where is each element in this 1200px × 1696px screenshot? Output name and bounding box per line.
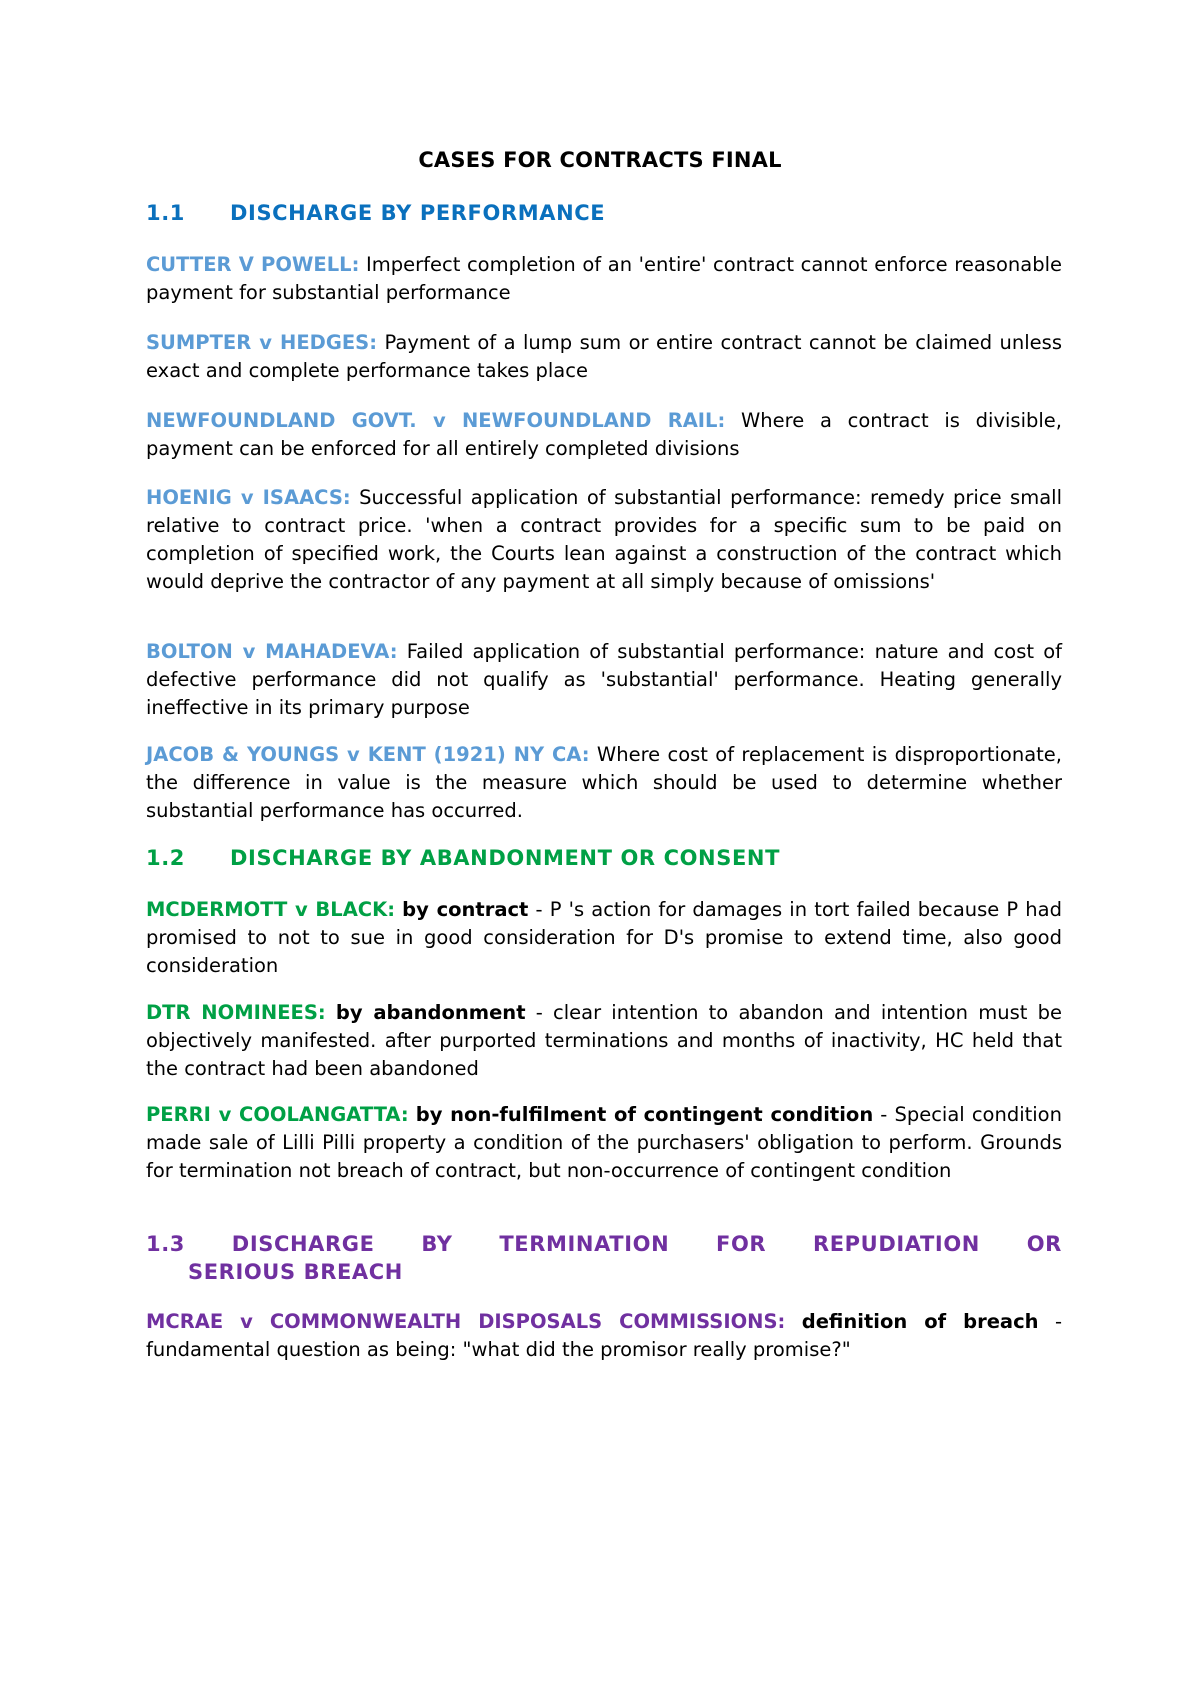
case-entry-mcdermott-v-black [146, 896, 1062, 980]
section-number: 1.1 [146, 201, 186, 225]
section-heading-1-2 [146, 844, 1066, 872]
section-heading-1-3 [146, 1230, 1062, 1286]
case-description: - clear intention to abandon and intention must be objectively manifested. after purported terminations and months of inactivity, HC held that the contract had been abandoned [146, 1001, 1062, 1080]
case-description: Payment of a lump sum or entire contract cannot be claimed unless exact and complete performance takes place [146, 331, 1062, 382]
case-name: DTR NOMINEES: [146, 1001, 326, 1024]
case-name: BOLTON v MAHADEVA: [146, 640, 398, 663]
case-entry-newfoundland [146, 407, 1062, 463]
case-description: Imperfect completion of an 'entire' contract cannot enforce reasonable payment for substantial performance [146, 253, 1062, 304]
heading-word: DISCHARGE [231, 1232, 375, 1256]
case-name: CUTTER V POWELL: [146, 253, 360, 276]
case-entry-mcrae-v-commonwealth [146, 1308, 1062, 1364]
section-number: 1.3 [146, 1232, 186, 1256]
section-title: DISCHARGE BY PERFORMANCE [230, 201, 606, 225]
case-name: MCRAE v COMMONWEALTH DISPOSALS COMMISSIONS: [146, 1310, 786, 1333]
case-name: SUMPTER v HEDGES: [146, 331, 378, 354]
case-name: HOENIG v ISAACS: [146, 486, 351, 509]
case-description: - fundamental question as being: "what did the promisor really promise?" [146, 1310, 1062, 1361]
heading-word: FOR [716, 1232, 767, 1256]
case-entry-jacob-youngs-v-kent [146, 741, 1062, 825]
case-entry-cutter-v-powell [146, 251, 1062, 307]
case-name: NEWFOUNDLAND GOVT. v NEWFOUNDLAND RAIL: [146, 409, 726, 432]
case-keyword: by abandonment [335, 1001, 526, 1024]
case-description: - P 's action for damages in tort failed because P had promised to not to sue in good consideration for D's promise to extend time, also good consideration [146, 898, 1062, 977]
case-description: Where a contract is divisible, payment can be enforced for all entirely completed divisions [146, 409, 1062, 460]
section-number: 1.2 [146, 846, 186, 870]
section-title-line-1 [146, 1230, 1062, 1258]
section-title-line-2: SERIOUS BREACH [188, 1260, 403, 1284]
case-entry-bolton-v-mahadeva [146, 638, 1062, 722]
document-title: CASES FOR CONTRACTS FINAL [418, 148, 782, 172]
case-keyword: by contract [402, 898, 529, 921]
case-entry-hoenig-v-isaacs [146, 484, 1062, 596]
case-keyword: by non-fulfilment of contingent condition [415, 1103, 874, 1126]
heading-word: REPUDIATION [812, 1232, 980, 1256]
case-entry-sumpter-v-hedges [146, 329, 1062, 385]
case-description: Successful application of substantial performance: remedy price small relative to contract price. 'when a contract provides for a specific sum to be paid on completion of specified work, the Courts lean against a construction of the contract which would deprive the contractor of any payment at all simply because of omissions' [146, 486, 1062, 593]
heading-word: OR [1026, 1232, 1062, 1256]
case-description: - Special condition made sale of Lilli Pilli property a condition of the purchasers' obligation to perform. Grounds for termination not breach of contract, but non-occurrence of contingent condition [146, 1103, 1062, 1182]
case-name: MCDERMOTT v BLACK: [146, 898, 396, 921]
case-description: Failed application of substantial performance: nature and cost of defective performance did not qualify as 'substantial' performance. Heating generally ineffective in its primary purpose [146, 640, 1063, 719]
case-description: Where cost of replacement is disproportionate, the difference in value is the measure which should be used to determine whether substantial performance has occurred. [146, 743, 1062, 822]
heading-word: BY [421, 1232, 453, 1256]
case-name: PERRI v COOLANGATTA: [146, 1103, 409, 1126]
case-entry-dtr-nominees [146, 999, 1062, 1083]
heading-word: TERMINATION [499, 1232, 670, 1256]
case-name: JACOB & YOUNGS v KENT (1921) NY CA: [146, 743, 590, 766]
section-title: DISCHARGE BY ABANDONMENT OR CONSENT [230, 846, 780, 870]
case-entry-perri-v-coolangatta [146, 1101, 1062, 1185]
section-heading-1-1 [146, 199, 1066, 227]
case-keyword: definition of breach [801, 1310, 1039, 1333]
